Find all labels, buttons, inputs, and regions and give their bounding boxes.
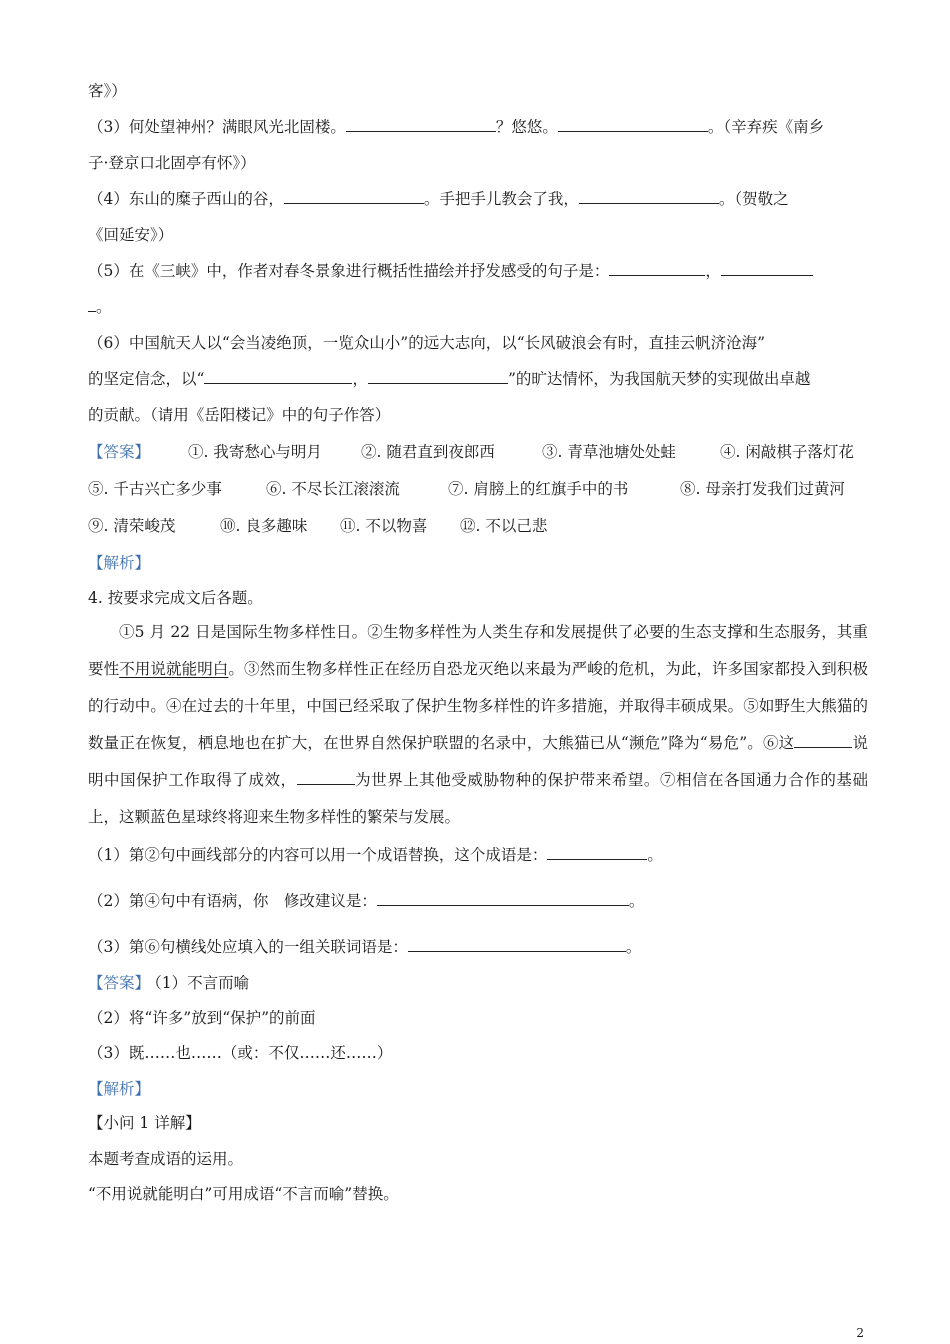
answer-item: ④. 闲敲棋子落灯花	[720, 443, 854, 461]
answer-blank	[579, 189, 719, 204]
answer-item: ⑤. 千古兴亡多少事	[88, 480, 222, 498]
answer-blank	[547, 845, 647, 860]
question-3-6: （6）中国航天人以“会当凌绝顶，一览众山小”的远大志向，以“长风破浪会有时，直挂云帆济沧海”	[88, 334, 766, 352]
question-3-5: （5）在《三峡》中，作者对春冬景象进行概括性描绘并抒发感受的句子是： ，	[88, 260, 868, 282]
text-line: 。	[88, 296, 868, 318]
detail-text: “不用说就能明白”可用成语“不言而喻”替换。	[88, 1185, 399, 1203]
answer-item: ③. 青草池塘处处蛙	[542, 443, 676, 461]
answer-label: 【答案】	[88, 443, 151, 461]
answer-item: ⑫. 不以己悲	[460, 517, 548, 535]
question-4-title: 4. 按要求完成文后各题。	[88, 589, 263, 607]
answer-item: ⑩. 良多趣味	[220, 517, 308, 535]
answer-blank	[794, 733, 852, 748]
answer-item: ⑥. 不尽长江滚滚流	[266, 480, 400, 498]
answer-blank	[609, 261, 705, 276]
underlined-phrase: 不用说就能明白	[119, 660, 229, 678]
question-3-4: （4）东山的糜子西山的谷， 。手把手儿教会了我， 。（贺敬之	[88, 190, 789, 208]
answer-blank	[346, 117, 496, 132]
question-3-3: （3）何处望神州？满眼风光北固楼。 ？悠悠。 。（辛弃疾《南乡	[88, 118, 825, 136]
analysis-label: 【解析】	[88, 554, 151, 572]
text-line: 子·登京口北固亭有怀》）	[88, 154, 256, 172]
answer-line: 【答案】 （1）不言而喻	[88, 974, 250, 992]
answer-line: （3）既……也……（或：不仅……还……）	[88, 1044, 393, 1062]
text-line: 《回延安》）	[88, 226, 174, 244]
answer-item: ①. 我寄愁心与明月	[188, 443, 322, 461]
answer-item: ⑧. 母亲打发我们过黄河	[680, 480, 845, 498]
text-line: 客》）	[88, 82, 127, 100]
answer-blank	[88, 297, 96, 312]
answer-blank	[284, 189, 424, 204]
answer-blank	[721, 261, 813, 276]
reading-passage: ①5 月 22 日是国际生物多样性日。②生物多样性为人类生存和发展提供了必要的生态支撑和生态服务，其重要性不用说就能明白。③然而生物多样性正在经历自恐龙灭绝以来最为严峻的危机，为此，许多国家都投入到积极的行动中。④在过去的十年里，中国已经采取了保护生物多样性的许多措施，并取得丰硕成果。⑤如野生大熊猫的数量正在恢复，栖息地也在扩大，在世界自然保护联盟的名录中，大熊猫已从“濒危”降为“易危”。⑥这 说明中国保护工作取得了成效， 为世界上其他受威胁物种的保护带来希望。⑦相信在各国通力合作的基础上，这颗蓝色星球终将迎来生物多样性的繁荣与发展。	[88, 623, 868, 826]
answer-blank	[368, 369, 508, 384]
answer-blank	[377, 891, 629, 906]
analysis-label: 【解析】	[88, 1080, 151, 1098]
answer-label: 【答案】	[88, 974, 151, 992]
sub-question-2: （2）第④句中有语病，你 修改建议是： 。	[88, 892, 645, 910]
answer-item: ②. 随君直到夜郎西	[361, 443, 495, 461]
detail-text: 本题考查成语的运用。	[88, 1150, 244, 1168]
answer-line: （2）将“许多”放到“保护”的前面	[88, 1009, 316, 1027]
sub-question-1: （1）第②句中画线部分的内容可以用一个成语替换，这个成语是： 。	[88, 846, 663, 864]
answer-item: ⑦. 肩膀上的红旗手中的书	[448, 480, 629, 498]
answer-blank	[204, 369, 352, 384]
detail-title: 【小问 1 详解】	[88, 1114, 201, 1132]
page-number: 2	[856, 1326, 864, 1340]
text-line: 的坚定信念，以“ ， ”的旷达情怀，为我国航天梦的实现做出卓越	[88, 370, 811, 388]
answer-item: ⑪. 不以物喜	[340, 517, 428, 535]
answer-blank	[297, 770, 355, 785]
answer-item: ⑨. 清荣峻茂	[88, 517, 176, 535]
sub-question-3: （3）第⑥句横线处应填入的一组关联词语是： 。	[88, 938, 642, 956]
text-line: 的贡献。（请用《岳阳楼记》中的句子作答）	[88, 406, 391, 424]
answer-blank	[558, 117, 708, 132]
answer-blank	[408, 937, 626, 952]
